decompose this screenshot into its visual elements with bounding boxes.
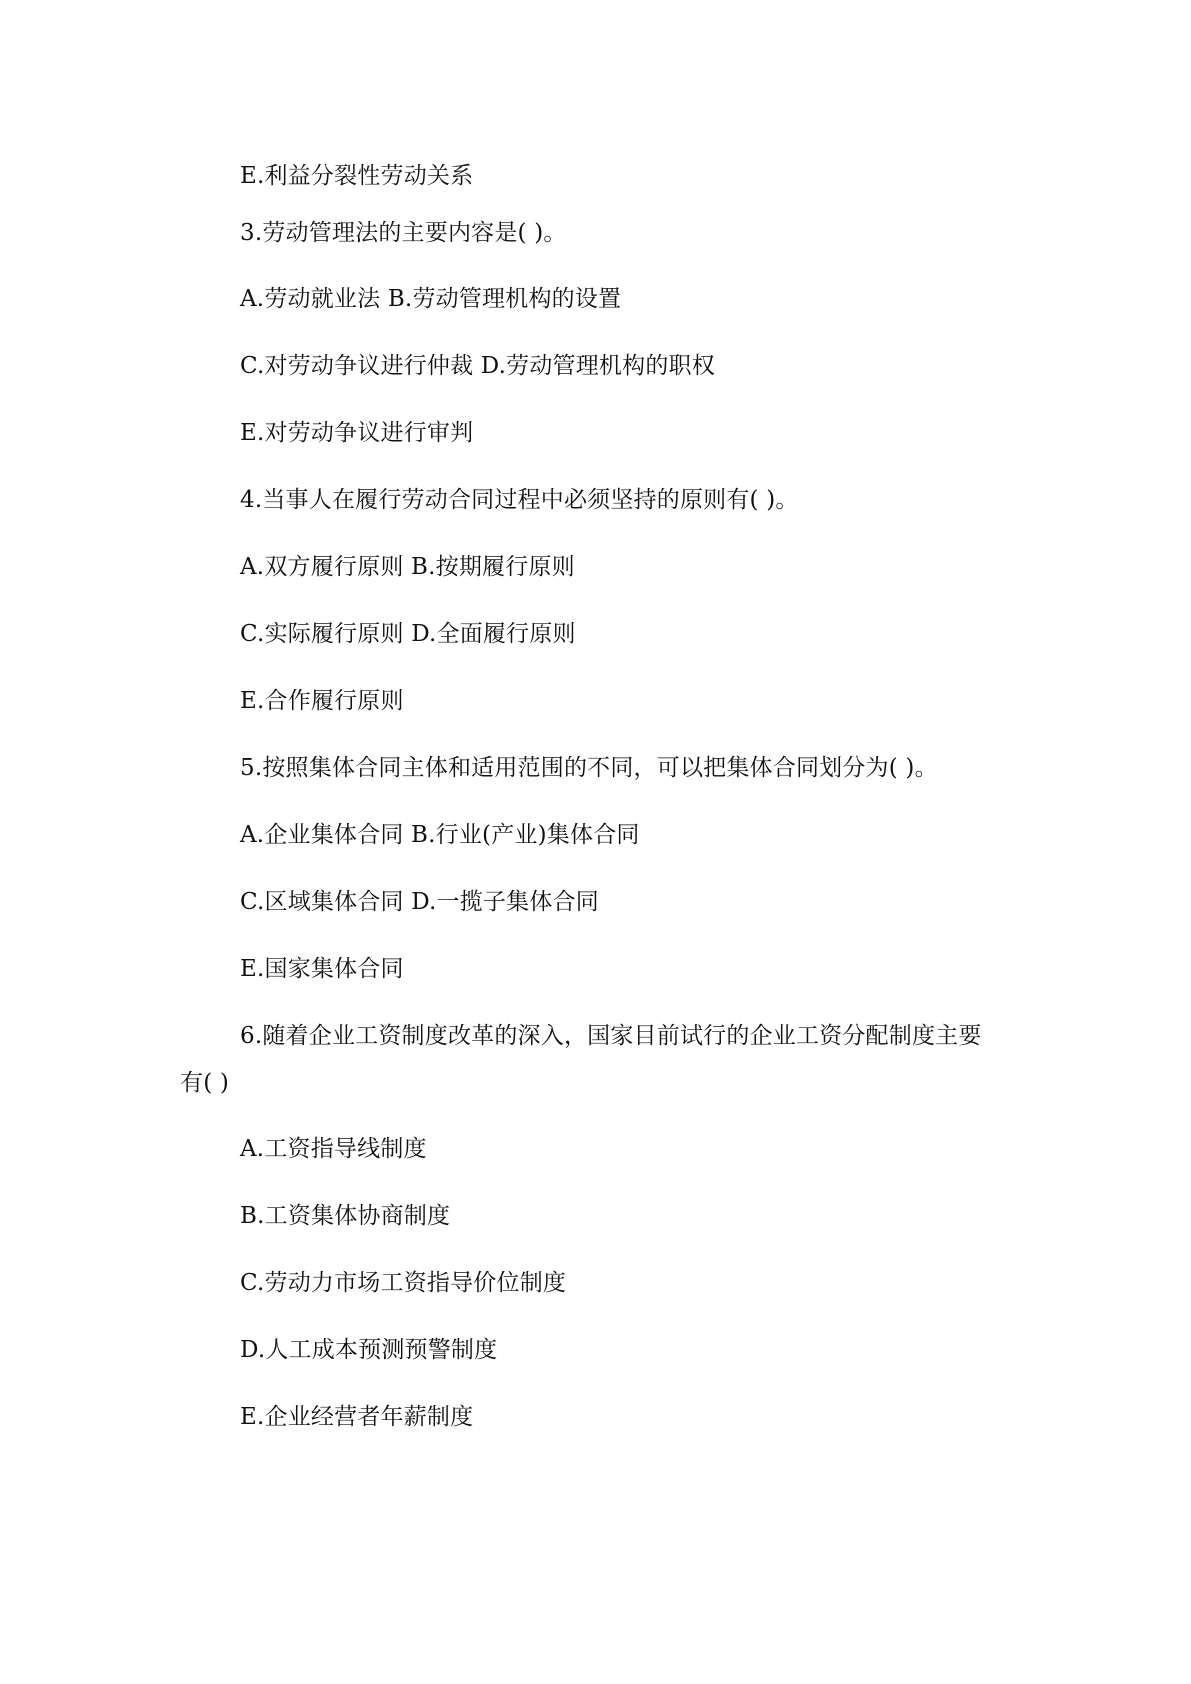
option-line: C.对劳动争议进行仲裁 D.劳动管理机构的职权 [240,353,715,379]
option-line: C.区域集体合同 D.一揽子集体合同 [240,889,599,915]
option-line: A.双方履行原则 B.按期履行原则 [240,554,575,580]
question-line: 4.当事人在履行劳动合同过程中必须坚持的原则有( )。 [240,487,799,513]
question-line: 6.随着企业工资制度改革的深入，国家目前试行的企业工资分配制度主要 [240,1023,982,1049]
option-line: A.企业集体合同 B.行业(产业)集体合同 [240,822,640,848]
option-line: D.人工成本预测预警制度 [240,1337,498,1363]
option-line: E.利益分裂性劳动关系 [240,163,474,189]
option-line: E.合作履行原则 [240,688,404,714]
option-line: A.劳动就业法 B.劳动管理机构的设置 [240,286,622,312]
option-line: C.实际履行原则 D.全面履行原则 [240,621,576,647]
option-line: E.企业经营者年薪制度 [240,1404,474,1430]
option-line: A.工资指导线制度 [240,1136,427,1162]
option-line: C.劳动力市场工资指导价位制度 [240,1270,567,1296]
option-line: E.对劳动争议进行审判 [240,420,474,446]
question-line: 3.劳动管理法的主要内容是( )。 [240,220,567,246]
question-line-continued: 有( ) [180,1070,230,1096]
option-line: B.工资集体协商制度 [240,1203,451,1229]
option-line: E.国家集体合同 [240,956,404,982]
question-line: 5.按照集体合同主体和适用范围的不同，可以把集体合同划分为( )。 [240,755,938,781]
